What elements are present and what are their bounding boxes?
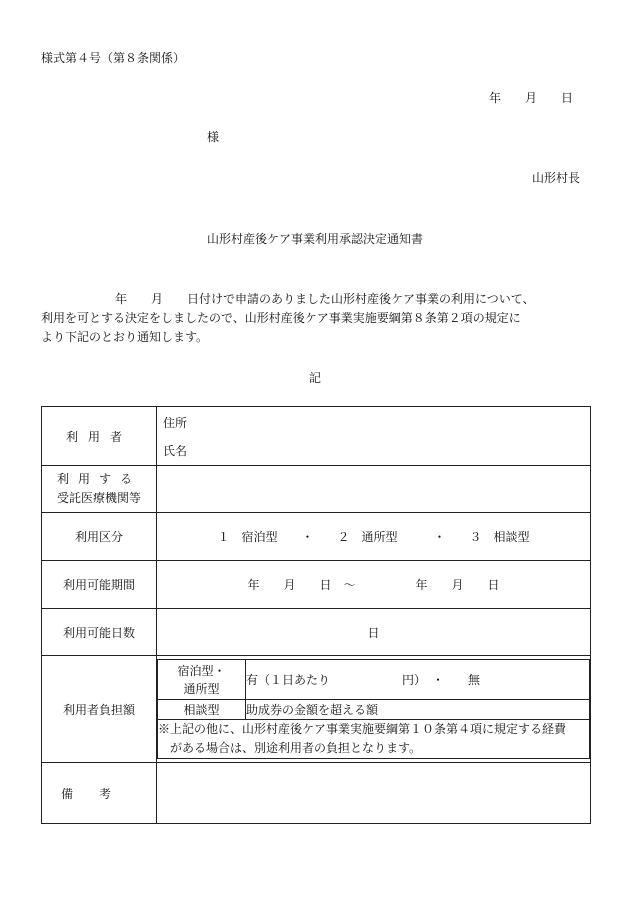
remarks-value[interactable] [157, 763, 591, 824]
body-paragraph [41, 290, 591, 347]
row-burden [42, 656, 591, 763]
body-line-1: 年 月 日付けで申請のありました山形村産後ケア事業の利用について、 [115, 292, 535, 306]
burden-type2-value: 助成券の金額を超える額 [246, 700, 590, 720]
label-days: 利用可能日数 [42, 609, 157, 656]
label-facility: 利用する 受託医療機関等 [42, 466, 157, 513]
ki-heading: 記 [308, 371, 321, 385]
addressee: 様 [207, 130, 220, 144]
burden-type1-value: 有（１日あたり 円） ・ 無 [246, 660, 590, 700]
address-label: 住所 [163, 415, 188, 430]
label-remarks: 備考 [42, 763, 157, 824]
row-category [42, 513, 591, 561]
row-period [42, 561, 591, 609]
row-remarks [42, 763, 591, 824]
burden-type1-label: 宿泊型・ 通所型 [158, 660, 246, 700]
sender: 山形村長 [532, 171, 581, 185]
row-facility [42, 466, 591, 513]
burden-details [157, 656, 591, 763]
label-burden: 利用者負担額 [42, 656, 157, 763]
days-value: 日 [157, 609, 591, 656]
body-line-2: 利用を可とする決定をしましたので、山形村産後ケア事業実施要綱第８条第２項の規定に [41, 311, 521, 325]
burden-type2-label: 相談型 [158, 700, 246, 720]
document-title: 山形村産後ケア事業利用承認決定通知書 [206, 232, 423, 246]
details-table [41, 406, 591, 824]
burden-inner-table [157, 659, 590, 759]
label-user: 利用者 [42, 407, 157, 466]
label-period: 利用可能期間 [42, 561, 157, 609]
category-options: １ 宿泊型 ・ ２ 通所型 ・ ３ 相談型 [157, 513, 591, 561]
row-user [42, 407, 591, 466]
body-line-3: より下記のとおり通知します。 [41, 330, 209, 344]
period-value: 年 月 日 ～ 年 月 日 [157, 561, 591, 609]
row-days [42, 609, 591, 656]
burden-note: ※上記の他に、山形村産後ケア事業実施要綱第１０条第４項に規定する経費 がある場合は、別途利用者の負担となります。 [158, 720, 590, 759]
facility-value[interactable] [157, 466, 591, 513]
user-fields [157, 407, 591, 466]
issue-date: 年 月 日 [489, 91, 574, 105]
label-category: 利用区分 [42, 513, 157, 561]
form-number: 様式第４号（第８条関係） [41, 51, 186, 65]
name-label: 氏名 [163, 443, 188, 458]
